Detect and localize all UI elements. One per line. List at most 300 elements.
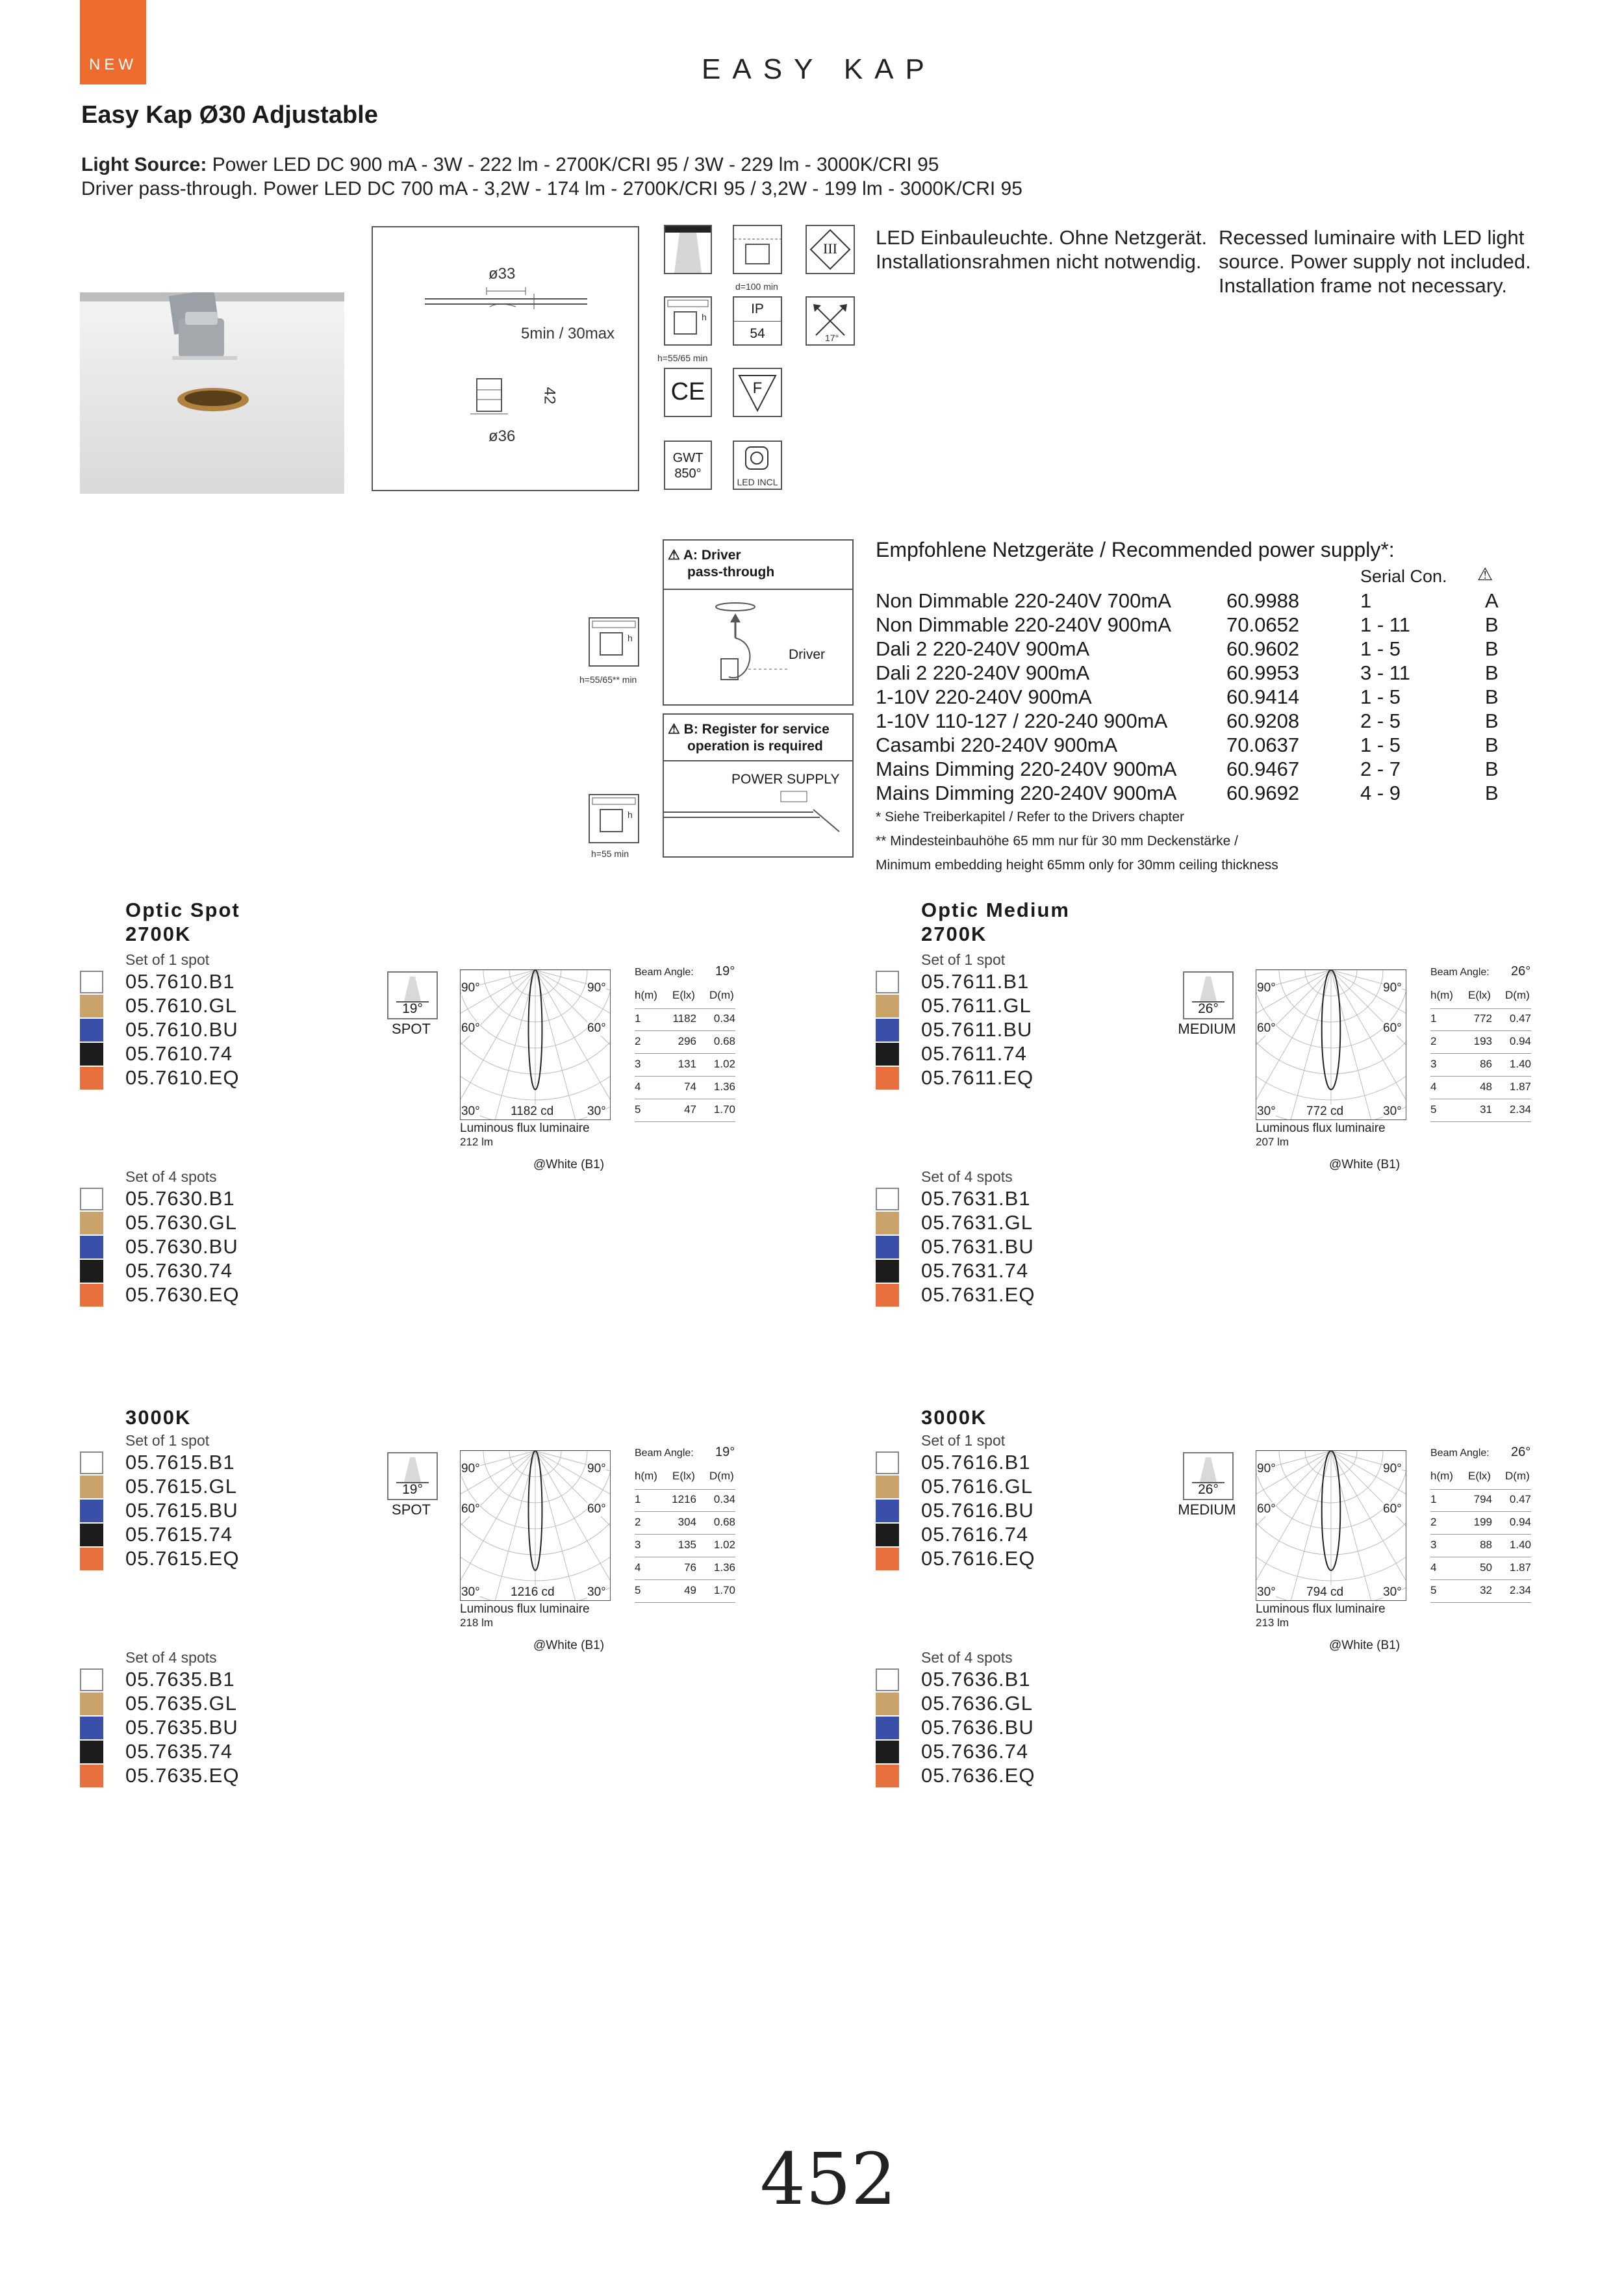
- beam-angle-value: 19°: [402, 1482, 423, 1497]
- power-supply-name: Mains Dimming 220-240V 900mA: [876, 758, 1177, 780]
- beam-angle-badge: [1183, 971, 1234, 1019]
- beam-table-h: 4: [1430, 1561, 1437, 1574]
- beam-table-row: [635, 1580, 735, 1603]
- section-heading: 3000K: [125, 1406, 192, 1429]
- d-header: D(m): [1505, 1470, 1530, 1482]
- ce-label: CE: [670, 378, 705, 405]
- luminous-flux-label: Luminous flux luminaire: [1256, 1121, 1386, 1135]
- optic-type-label: MEDIUM: [1178, 1021, 1236, 1037]
- color-swatch-orange: [80, 1765, 103, 1787]
- dim-top-diameter: ø33: [488, 265, 516, 283]
- e-header: E(lx): [672, 1470, 695, 1482]
- d-header: D(m): [1505, 989, 1530, 1001]
- section-heading: Optic Spot: [125, 899, 240, 921]
- power-supply-code: 60.9953: [1226, 661, 1300, 684]
- power-supply-serial: 1 - 5: [1360, 734, 1401, 756]
- beam-table-d: 1.36: [713, 1561, 735, 1574]
- color-swatch-black: [80, 1043, 103, 1066]
- polar-angle-label: 60°: [1383, 1502, 1402, 1516]
- power-supply-type: B: [1485, 734, 1499, 756]
- power-supply-name: Non Dimmable 220-240V 900mA: [876, 613, 1171, 636]
- brand-title: EASY KAP: [702, 53, 936, 85]
- polar-angle-label: 60°: [461, 1502, 480, 1516]
- led-incl-label: LED INCL: [737, 477, 778, 487]
- product-code: 05.7610.GL: [125, 994, 238, 1017]
- power-supply-serial: 3 - 11: [1360, 661, 1410, 684]
- beam-table-h: 3: [1430, 1058, 1437, 1070]
- color-swatch-blue: [80, 1500, 103, 1522]
- power-supply-name: 1-10V 110-127 / 220-240 900mA: [876, 709, 1168, 732]
- product-code: 05.7615.GL: [125, 1475, 238, 1498]
- ip-label: IP: [751, 301, 764, 316]
- install-b-h-label: h=55 min: [591, 849, 629, 859]
- beam-table-header: [1430, 1467, 1531, 1490]
- e-header: E(lx): [672, 989, 695, 1001]
- beam-table-d: 1.02: [713, 1539, 735, 1551]
- install-a-title: [668, 547, 774, 581]
- beam-table-e: 1182: [672, 1012, 696, 1025]
- light-source-label: Light Source:: [81, 154, 207, 175]
- luminous-flux-value: 212 lm: [460, 1136, 494, 1148]
- polar-candela: 1182 cd: [511, 1105, 554, 1118]
- d-header: D(m): [709, 1470, 734, 1482]
- beam-table-h: 2: [1430, 1035, 1437, 1047]
- color-swatch-black: [876, 1741, 899, 1763]
- polar-angle-label: 90°: [1383, 1462, 1402, 1476]
- beam-table-row: [1430, 1054, 1531, 1077]
- beam-angle-badge: [387, 1452, 438, 1500]
- dim-cutout-drawing: [425, 287, 587, 313]
- h-min-label: h=55/65 min: [657, 353, 708, 363]
- install-a-h-label: h=55/65** min: [579, 674, 637, 685]
- install-b-height-icon: [589, 794, 639, 843]
- product-code: 05.7631.BU: [921, 1235, 1034, 1258]
- optic-type-label: SPOT: [392, 1501, 431, 1518]
- product-code: 05.7611.GL: [921, 994, 1032, 1017]
- color-swatch-gold: [876, 1476, 899, 1498]
- product-code: 05.7630.BU: [125, 1235, 238, 1258]
- beam-table-row: [1430, 1008, 1531, 1031]
- beam-angle-value: 19°: [715, 964, 735, 978]
- polar-angle-label: 90°: [587, 981, 606, 995]
- power-supply-code: 60.9208: [1226, 709, 1300, 732]
- tilt-label: 17°: [825, 333, 839, 343]
- install-a-h-mark: h: [628, 633, 633, 643]
- power-supply-name: Mains Dimming 220-240V 900mA: [876, 782, 1177, 804]
- beam-table-e: 48: [1480, 1080, 1492, 1093]
- beam-table-d: 1.87: [1509, 1080, 1531, 1093]
- beam-table-e: 772: [1473, 1012, 1492, 1025]
- gwt-label: GWT: [672, 451, 704, 465]
- beam-table-h: 4: [1430, 1080, 1437, 1093]
- beam-table-h: 4: [635, 1561, 641, 1574]
- polar-angle-label: 60°: [587, 1021, 606, 1035]
- class-iii-icon: [806, 225, 855, 274]
- color-swatch-blue: [876, 1717, 899, 1739]
- tilt-icon: [806, 296, 855, 346]
- beam-table-e: 74: [684, 1080, 696, 1093]
- power-supply-serial: 1: [1360, 589, 1372, 612]
- beam-table-row: [1430, 1557, 1531, 1580]
- ip-value: 54: [750, 326, 765, 341]
- beam-table-d: 0.34: [713, 1012, 735, 1025]
- beam-table-row: [635, 1557, 735, 1580]
- light-source-spec-2: Driver pass-through. Power LED DC 700 mA - 3,2W - 174 lm - 2700K/CRI 95 / 3,2W - 199 lm - 3000K/CRI 95: [81, 178, 1022, 199]
- power-supply-title: Empfohlene Netzgeräte / Recommended power supply*:: [876, 538, 1395, 561]
- product-code: 05.7611.74: [921, 1042, 1027, 1065]
- beam-table-e: 1216: [672, 1493, 696, 1505]
- install-a-driver-label: Driver: [789, 647, 825, 662]
- dim-adjust: 5min / 30max: [521, 325, 615, 342]
- beam-table-e: 50: [1480, 1561, 1492, 1574]
- power-supply-type: A: [1485, 589, 1499, 612]
- install-a-box: [663, 539, 854, 706]
- color-swatch-blue: [876, 1236, 899, 1258]
- polar-angle-label: 30°: [1383, 1105, 1402, 1118]
- page-number: 452: [760, 2138, 896, 2221]
- footnote-1: * Siehe Treiberkapitel / Refer to the Drivers chapter: [876, 810, 1185, 824]
- description-de: [876, 225, 1207, 274]
- product-code: 05.7610.BU: [125, 1018, 238, 1041]
- set-label: Set of 1 spot: [125, 951, 210, 968]
- set-label: Set of 1 spot: [921, 1432, 1006, 1449]
- beam-table-e: 135: [678, 1539, 696, 1551]
- beam-angle-value: 26°: [1198, 1482, 1219, 1497]
- product-code: 05.7635.74: [125, 1740, 233, 1763]
- polar-angle-label: 30°: [587, 1105, 606, 1118]
- color-swatch-orange: [80, 1067, 103, 1090]
- beam-table-e: 199: [1473, 1516, 1492, 1528]
- beam-table-d: 0.68: [713, 1035, 735, 1047]
- product-code: 05.7636.B1: [921, 1668, 1031, 1691]
- beam-table-e: 49: [684, 1584, 696, 1596]
- light-source-line-1: [81, 154, 939, 176]
- dimension-drawing: [372, 226, 639, 491]
- beam-table-h: 5: [635, 1103, 641, 1116]
- power-supply-serial: 2 - 5: [1360, 709, 1401, 732]
- polar-angle-label: 60°: [1257, 1021, 1276, 1035]
- beam-table-e: 193: [1473, 1035, 1492, 1047]
- dim-side-drawing: [470, 374, 509, 419]
- polar-candela: 772 cd: [1306, 1105, 1344, 1118]
- product-code: 05.7636.BU: [921, 1716, 1034, 1739]
- light-source-spec-1: Power LED DC 900 mA - 3W - 222 lm - 2700K/CRI 95 / 3W - 229 lm - 3000K/CRI 95: [212, 154, 939, 175]
- power-supply-name: 1-10V 220-240V 900mA: [876, 685, 1092, 708]
- beam-table-d: 2.34: [1509, 1103, 1531, 1116]
- install-b-title-1: B: Register for service: [683, 722, 830, 737]
- beam-table-h: 2: [635, 1516, 641, 1528]
- beam-angle-label: Beam Angle:: [635, 967, 694, 978]
- product-code: 05.7636.GL: [921, 1692, 1034, 1715]
- color-swatch-orange: [876, 1765, 899, 1787]
- product-code: 05.7630.74: [125, 1259, 233, 1282]
- description-en-line-2: source. Power supply not included.: [1219, 250, 1531, 273]
- product-code: 05.7615.74: [125, 1523, 233, 1546]
- polar-angle-label: 30°: [461, 1585, 480, 1599]
- optic-type-label: MEDIUM: [1178, 1501, 1236, 1518]
- beam-table-h: 1: [635, 1012, 641, 1025]
- gwt-value: 850°: [674, 466, 702, 481]
- color-swatch-white: [876, 971, 899, 993]
- power-supply-serial-header: Serial Con.: [1360, 567, 1447, 586]
- color-swatch-blue: [876, 1500, 899, 1522]
- beam-table-h: 2: [635, 1035, 641, 1047]
- power-supply-code: 70.0652: [1226, 613, 1300, 636]
- polar-angle-label: 30°: [1257, 1105, 1276, 1118]
- fixture-head-image: [172, 305, 237, 365]
- luminous-flux-label: Luminous flux luminaire: [460, 1602, 590, 1616]
- beam-icon: [664, 225, 712, 274]
- finish-label: @White (B1): [1329, 1639, 1401, 1652]
- product-code: 05.7610.B1: [125, 970, 235, 993]
- set-label: Set of 4 spots: [921, 1168, 1013, 1185]
- beam-table-d: 1.70: [713, 1584, 735, 1596]
- set-label: Set of 1 spot: [921, 951, 1006, 968]
- beam-table-e: 304: [678, 1516, 696, 1528]
- color-swatch-black: [876, 1260, 899, 1283]
- h-header: h(m): [635, 989, 657, 1001]
- beam-table-row: [1430, 1031, 1531, 1054]
- color-swatch-orange: [876, 1548, 899, 1570]
- product-code: 05.7635.EQ: [125, 1764, 240, 1787]
- beam-table-row: [1430, 1077, 1531, 1099]
- power-supply-code: 60.9467: [1226, 758, 1300, 780]
- color-swatch-gold: [876, 995, 899, 1017]
- new-badge-label: NEW: [89, 56, 137, 73]
- beam-table-d: 0.68: [713, 1516, 735, 1528]
- ceiling-distance-icon: [733, 225, 782, 274]
- power-supply-serial: 2 - 7: [1360, 758, 1401, 780]
- product-code: 05.7630.B1: [125, 1187, 235, 1210]
- beam-table-header: [635, 986, 735, 1009]
- product-code: 05.7615.BU: [125, 1499, 238, 1522]
- color-swatch-black: [876, 1524, 899, 1546]
- product-code: 05.7636.EQ: [921, 1764, 1035, 1787]
- beam-table-e: 131: [678, 1058, 696, 1070]
- product-code: 05.7616.EQ: [921, 1547, 1035, 1570]
- power-supply-name: Non Dimmable 220-240V 700mA: [876, 589, 1171, 612]
- color-swatch-blue: [80, 1236, 103, 1258]
- led-incl-icon: [733, 441, 782, 490]
- finish-label: @White (B1): [533, 1158, 605, 1171]
- power-supply-code: 60.9602: [1226, 637, 1300, 660]
- install-b-box: [663, 713, 854, 858]
- d-header: D(m): [709, 989, 734, 1001]
- color-swatch-white: [80, 1451, 103, 1474]
- e-header: E(lx): [1468, 989, 1491, 1001]
- color-swatch-white: [876, 1668, 899, 1691]
- ip-rating-icon: [733, 296, 782, 346]
- recess-height-icon: [664, 296, 712, 346]
- ce-icon: [664, 368, 712, 417]
- section-heading: 2700K: [921, 923, 987, 945]
- d-min-label: d=100 min: [735, 281, 778, 292]
- install-a-title-line-1: ⚠ A: Driver: [668, 548, 741, 563]
- f-mark-label: F: [752, 379, 763, 397]
- description-en-line-1: Recessed luminaire with LED light: [1219, 226, 1525, 249]
- color-swatch-gold: [876, 1693, 899, 1715]
- product-code: 05.7631.B1: [921, 1187, 1031, 1210]
- color-swatch-blue: [80, 1019, 103, 1041]
- new-badge: [80, 0, 146, 84]
- polar-angle-label: 90°: [1257, 1462, 1276, 1476]
- color-swatch-blue: [80, 1717, 103, 1739]
- beam-table-d: 0.94: [1509, 1035, 1531, 1047]
- polar-angle-label: 60°: [1383, 1021, 1402, 1035]
- set-label: Set of 4 spots: [125, 1168, 217, 1185]
- power-supply-type: B: [1485, 613, 1499, 636]
- beam-table-d: 1.70: [713, 1103, 735, 1116]
- beam-table-e: 794: [1473, 1493, 1492, 1505]
- power-supply-serial: 4 - 9: [1360, 782, 1401, 804]
- power-supply-name: Dali 2 220-240V 900mA: [876, 637, 1090, 660]
- color-swatch-orange: [80, 1284, 103, 1307]
- beam-table-row: [1430, 1535, 1531, 1557]
- color-swatch-gold: [80, 1212, 103, 1234]
- polar-angle-label: 60°: [1257, 1502, 1276, 1516]
- product-code: 05.7635.BU: [125, 1716, 238, 1739]
- beam-table-e: 296: [678, 1035, 696, 1047]
- install-b-h-mark: h: [628, 810, 633, 820]
- polar-angle-label: 30°: [461, 1105, 480, 1118]
- power-supply-code: 70.0637: [1226, 734, 1300, 756]
- power-supply-type: B: [1485, 637, 1499, 660]
- color-swatch-black: [80, 1741, 103, 1763]
- product-code: 05.7610.EQ: [125, 1066, 240, 1089]
- power-supply-type: B: [1485, 685, 1499, 708]
- color-swatch-gold: [876, 1212, 899, 1234]
- power-supply-name: Dali 2 220-240V 900mA: [876, 661, 1090, 684]
- beam-table-e: 88: [1480, 1539, 1492, 1551]
- product-code: 05.7631.GL: [921, 1211, 1034, 1234]
- set-label: Set of 4 spots: [921, 1649, 1013, 1666]
- product-code: 05.7610.74: [125, 1042, 233, 1065]
- product-code: 05.7616.B1: [921, 1451, 1031, 1474]
- beam-table-d: 1.40: [1509, 1058, 1531, 1070]
- footnote-2: ** Mindesteinbauhöhe 65 mm nur für 30 mm Deckenstärke /: [876, 834, 1238, 849]
- power-supply-type: B: [1485, 709, 1499, 732]
- product-code: 05.7615.B1: [125, 1451, 235, 1474]
- luminous-flux-value: 218 lm: [460, 1616, 494, 1629]
- h-header: h(m): [1430, 989, 1453, 1001]
- beam-table-d: 1.40: [1509, 1539, 1531, 1551]
- polar-angle-label: 90°: [1383, 981, 1402, 995]
- polar-angle-label: 90°: [461, 1462, 480, 1476]
- color-swatch-white: [80, 1668, 103, 1691]
- color-swatch-black: [876, 1043, 899, 1066]
- power-supply-code: 60.9692: [1226, 782, 1300, 804]
- beam-table-row: [635, 1008, 735, 1031]
- beam-table-row: [635, 1077, 735, 1099]
- color-swatch-orange: [80, 1548, 103, 1570]
- beam-table-e: 47: [684, 1103, 696, 1116]
- color-swatch-orange: [876, 1284, 899, 1307]
- color-swatch-gold: [80, 1693, 103, 1715]
- beam-angle-label: Beam Angle:: [1430, 1448, 1490, 1459]
- color-swatch-black: [80, 1260, 103, 1283]
- luminous-flux-label: Luminous flux luminaire: [460, 1121, 590, 1135]
- luminous-flux-value: 213 lm: [1256, 1616, 1289, 1629]
- power-supply-type: B: [1485, 782, 1499, 804]
- polar-angle-label: 30°: [587, 1585, 606, 1599]
- color-swatch-white: [80, 971, 103, 993]
- polar-angle-label: 90°: [1257, 981, 1276, 995]
- color-swatch-orange: [876, 1067, 899, 1090]
- power-supply-name: Casambi 220-240V 900mA: [876, 734, 1118, 756]
- beam-table-e: 86: [1480, 1058, 1492, 1070]
- power-supply-code: 60.9988: [1226, 589, 1300, 612]
- beam-table-row: [1430, 1512, 1531, 1535]
- product-code: 05.7635.B1: [125, 1668, 235, 1691]
- color-swatch-black: [80, 1524, 103, 1546]
- beam-table-h: 1: [635, 1493, 641, 1505]
- power-supply-serial: 1 - 11: [1360, 613, 1410, 636]
- beam-table-h: 5: [635, 1584, 641, 1596]
- beam-table-h: 1: [1430, 1493, 1437, 1505]
- install-b-power-supply-label: POWER SUPPLY: [731, 772, 840, 787]
- color-swatch-white: [80, 1188, 103, 1210]
- recess-h-mark: h: [702, 312, 707, 322]
- power-supply-type: B: [1485, 661, 1499, 684]
- beam-angle-label: Beam Angle:: [635, 1448, 694, 1459]
- beam-table-h: 5: [1430, 1584, 1437, 1596]
- description-de-line-1: LED Einbauleuchte. Ohne Netzgerät.: [876, 226, 1208, 249]
- beam-angle-label: Beam Angle:: [1430, 967, 1490, 978]
- beam-angle-value: 19°: [402, 1001, 423, 1016]
- h-header: h(m): [635, 1470, 657, 1482]
- install-b-title-line-1: ⚠ B: Register for service: [668, 722, 830, 737]
- install-b-title-2: operation is required: [687, 739, 823, 754]
- product-code: 05.7630.EQ: [125, 1283, 240, 1306]
- beam-table-header: [635, 1467, 735, 1490]
- section-heading: 3000K: [921, 1406, 987, 1429]
- product-code: 05.7611.BU: [921, 1018, 1033, 1041]
- polar-candela: 794 cd: [1306, 1585, 1344, 1599]
- beam-table-e: 32: [1480, 1584, 1492, 1596]
- product-code: 05.7636.74: [921, 1740, 1029, 1763]
- color-swatch-blue: [876, 1019, 899, 1041]
- beam-table-row: [635, 1031, 735, 1054]
- product-code: 05.7611.B1: [921, 970, 1030, 993]
- power-supply-warn-header: ⚠: [1477, 565, 1493, 584]
- product-code: 05.7616.GL: [921, 1475, 1034, 1498]
- beam-table-row: [635, 1535, 735, 1557]
- product-code: 05.7630.GL: [125, 1211, 238, 1234]
- color-swatch-gold: [80, 1476, 103, 1498]
- product-code: 05.7631.74: [921, 1259, 1029, 1282]
- description-en-line-3: Installation frame not necessary.: [1219, 274, 1507, 297]
- optic-type-label: SPOT: [392, 1021, 431, 1037]
- f-mark-icon: [733, 368, 782, 417]
- beam-table-h: 2: [1430, 1516, 1437, 1528]
- beam-table-row: [1430, 1489, 1531, 1512]
- product-code: 05.7616.74: [921, 1523, 1029, 1546]
- beam-table-row: [635, 1489, 735, 1512]
- power-supply-serial: 1 - 5: [1360, 685, 1401, 708]
- footnote-3: Minimum embedding height 65mm only for 30mm ceiling thickness: [876, 858, 1278, 873]
- color-swatch-gold: [80, 995, 103, 1017]
- beam-table-row: [635, 1099, 735, 1122]
- beam-table-row: [635, 1512, 735, 1535]
- polar-angle-label: 60°: [587, 1502, 606, 1516]
- beam-table-h: 5: [1430, 1103, 1437, 1116]
- power-supply-type: B: [1485, 758, 1499, 780]
- beam-table-h: 3: [1430, 1539, 1437, 1551]
- luminous-flux-value: 207 lm: [1256, 1136, 1289, 1148]
- beam-table-h: 3: [635, 1539, 641, 1551]
- polar-angle-label: 60°: [461, 1021, 480, 1035]
- polar-angle-label: 30°: [1257, 1585, 1276, 1599]
